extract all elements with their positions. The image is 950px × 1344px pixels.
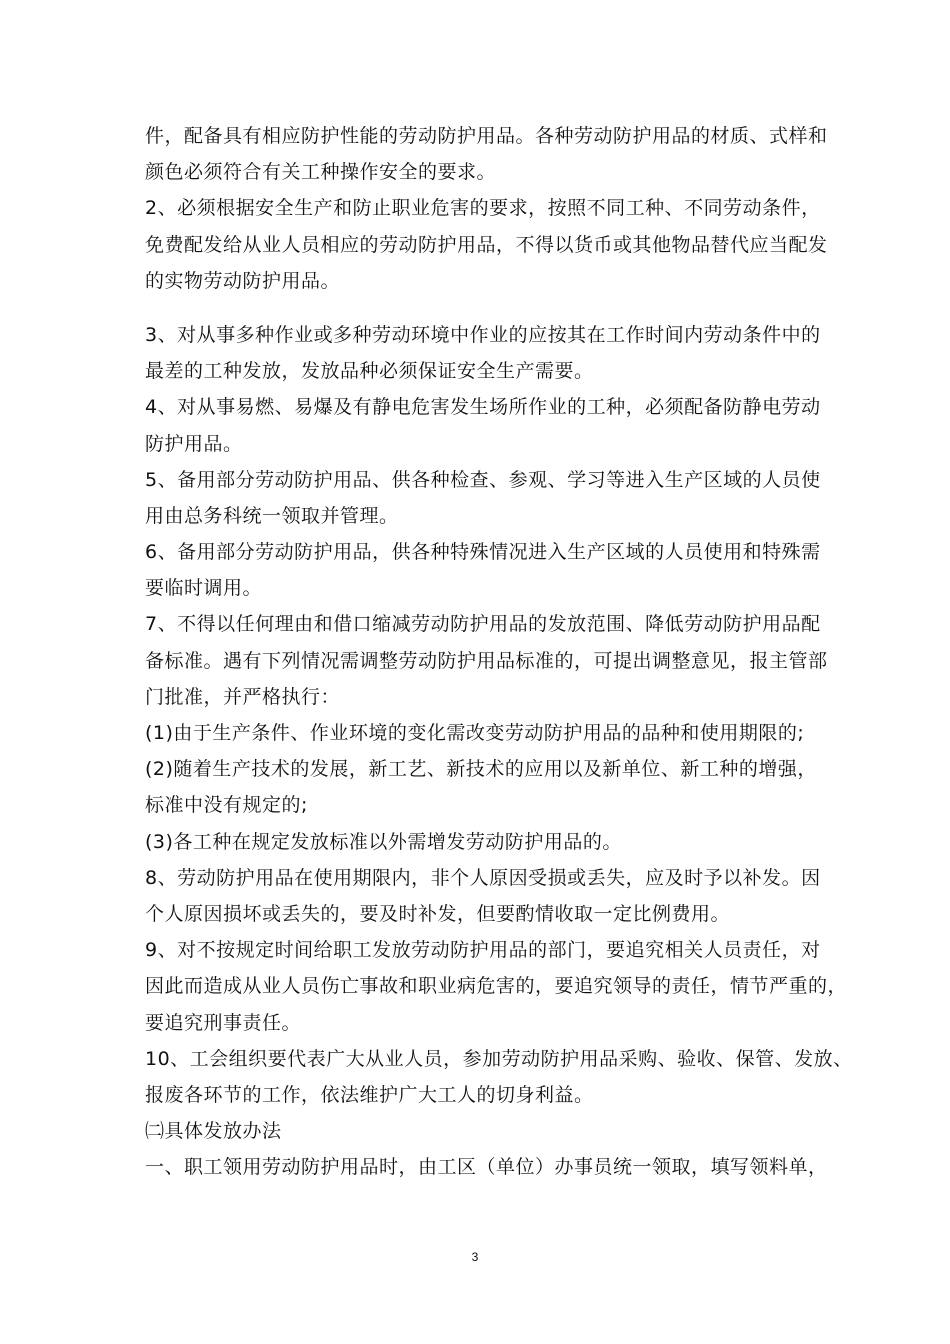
- text-line: 5、备用部分劳动防护用品、供各种检查、参观、学习等进入生产区域的人员使: [145, 468, 821, 491]
- text-line: 备标准。遇有下列情况需调整劳动防护用品标准的，可提出调整意见，报主管部: [145, 649, 828, 672]
- text-line: 的实物劳动防护用品。: [145, 269, 341, 292]
- section-heading: ㈡具体发放办法: [145, 1120, 282, 1143]
- text-line: 颜色必须符合有关工种操作安全的要求。: [145, 161, 497, 184]
- text-line: 9、对不按规定时间给职工发放劳动防护用品的部门，要追究相关人员责任，对: [145, 939, 821, 962]
- text-line: 8、劳动防护用品在使用期限内，非个人原因受损或丢失，应及时予以补发。因: [145, 866, 821, 889]
- text-line: 6、备用部分劳动防护用品，供各种特殊情况进入生产区域的人员使用和特殊需: [145, 541, 821, 564]
- text-line: 最差的工种发放，发放品种必须保证安全生产需要。: [145, 360, 594, 383]
- text-line: 防护用品。: [145, 432, 243, 455]
- text-line: 要追究刑事责任。: [145, 1011, 302, 1034]
- text-line: 要临时调用。: [145, 577, 263, 600]
- text-line: (3)各工种在规定发放标准以外需增发劳动防护用品的。: [145, 830, 622, 853]
- page-number: 3: [471, 1250, 479, 1264]
- text-line: 个人原因损坏或丢失的，要及时补发，但要酌情收取一定比例费用。: [145, 902, 731, 925]
- text-line: 因此而造成从业人员伤亡事故和职业病危害的，要追究领导的责任，情节严重的，: [145, 975, 848, 998]
- body-text: [145, 118, 853, 1185]
- text-line: 一、职工领用劳动防护用品时，由工区（单位）办事员统一领取，填写领料单，: [145, 1156, 828, 1179]
- text-line: 件，配备具有相应防护性能的劳动防护用品。各种劳动防护用品的材质、式样和: [145, 125, 828, 147]
- text-line: 4、对从事易燃、易爆及有静电危害发生场所作业的工种，必须配备防静电劳动: [145, 396, 821, 419]
- text-line: 3、对从事多种作业或多种劳动环境中作业的应按其在工作时间内劳动条件中的: [145, 323, 821, 346]
- text-line: (1)由于生产条件、作业环境的变化需改变劳动防护用品的品种和使用期限的;: [145, 722, 805, 744]
- text-line: 7、不得以任何理由和借口缩减劳动防护用品的发放范围、降低劳动防护用品配: [145, 613, 821, 636]
- text-line: (2)随着生产技术的发展，新工艺、新技术的应用以及新单位、新工种的增强，: [145, 758, 817, 781]
- text-line: 免费配发给从业人员相应的劳动防护用品，不得以货币或其他物品替代应当配发: [145, 233, 828, 256]
- text-line: 门批准，并严格执行：: [145, 685, 341, 708]
- paragraph-gap: [145, 299, 810, 317]
- text-line: 报废各环节的工作，依法维护广大工人的切身利益。: [145, 1083, 594, 1106]
- text-line: 10、工会组织要代表广大从业人员，参加劳动防护用品采购、验收、保管、发放、: [145, 1047, 853, 1070]
- text-line: 2、必须根据安全生产和防止职业危害的要求，按照不同工种、不同劳动条件，: [145, 197, 821, 220]
- text-line: 用由总务科统一领取并管理。: [145, 504, 399, 527]
- text-line: 标准中没有规定的;: [145, 794, 308, 817]
